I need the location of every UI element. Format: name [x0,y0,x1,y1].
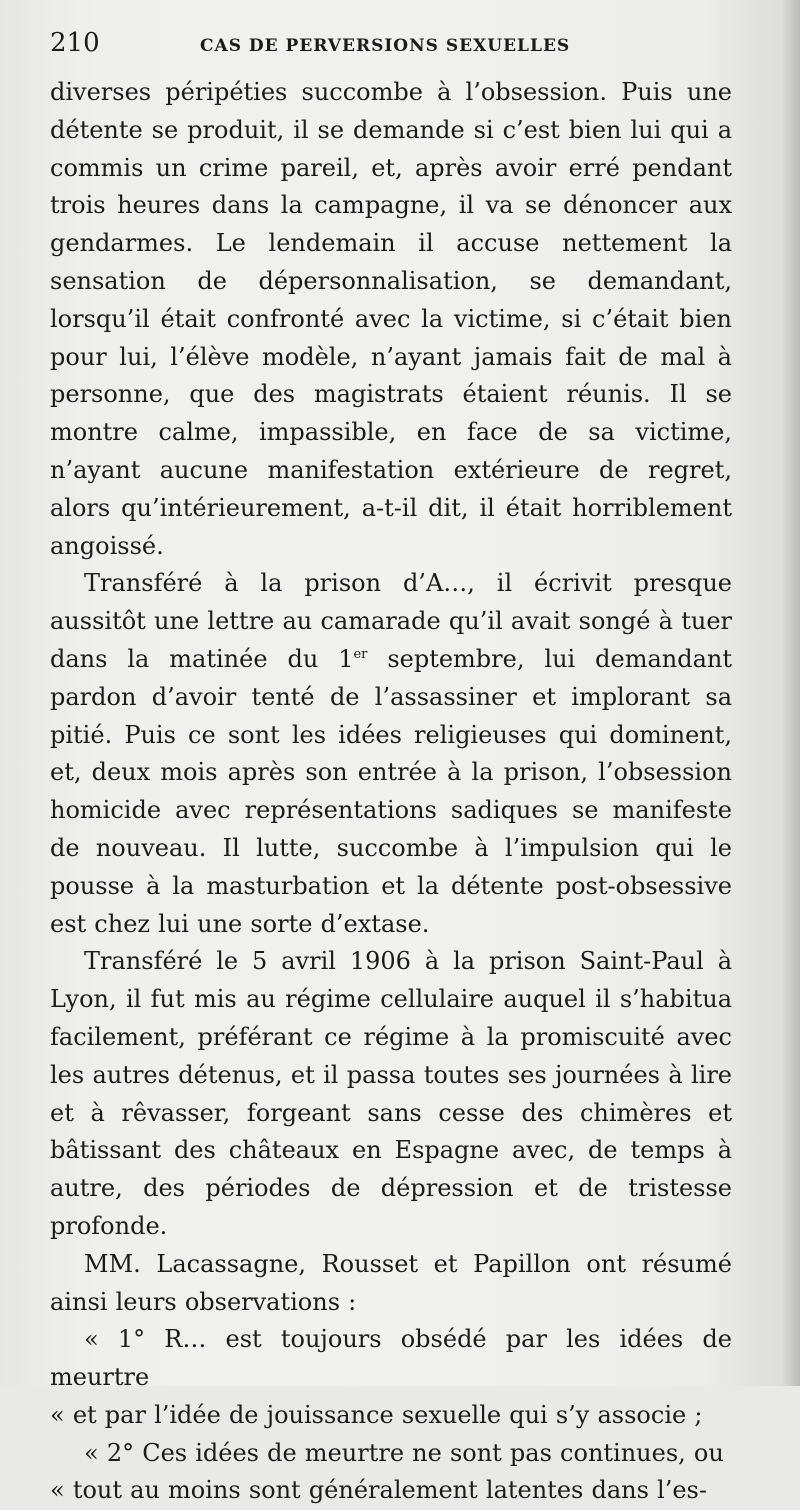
quote-line-1: « 1° R… est toujours obsédé par les idées de meurtre [50,1325,732,1392]
paragraph-1: diverses péripéties succombe à l’obsession. Puis une détente se produit, il se demande si c’est bien lui qui a commis un crime pareil, et, après avoir erré pendant trois heures dans la campagne, il va se dénoncer aux gendarmes. Le lendemain il accuse nettement la sensation de dépersonnalisation, se demandant, lorsqu’il était confronté avec la victime, si c’était bien pour lui, l’élève modèle, n’ayant jamais fait de mal à personne, que des magistrats étaient réunis. Il se montre calme, impassible, en face de sa victime, n’ayant aucune manifestation extérieure de regret, alors qu’intérieurement, a-t-il dit, il était horriblement angoissé. [50,78,732,560]
paragraph-2-text-after: septembre, lui demandant pardon d’avoir tenté de l’assassiner et implorant sa pitié. Puis ce sont les idées religieuses qui dominent, et, deux mois après son entrée à la prison, l’obsession homicide avec représentations sadiques se manifeste de nouveau. Il lutte, succombe à l’impulsion qui le pousse à la masturbation et la détente post-obsessive est chez lui une sorte d’extase. [50,644,732,938]
paragraph-2-text-before: Transféré à la prison d’A…, il écrivit presque aussitôt une lettre au camarade qu’il avait songé à tuer dans la matinée du 1 [50,569,732,673]
quote-line-3: « 2° Ces idées de meurtre ne sont pas continues, ou [84,1438,724,1467]
page-edge-shadow [782,0,800,1386]
quote-line-4: « tout au moins sont généralement latentes dans l’es- [50,1476,707,1505]
quote-line-2: « et par l’idée de jouissance sexuelle qui s’y associe ; [50,1400,703,1429]
running-title: CAS DE PERVERSIONS SEXUELLES [200,36,571,56]
body-text [50,74,732,1510]
page-number: 210 [50,28,100,58]
paragraph-3: Transféré le 5 avril 1906 à la prison Saint-Paul à Lyon, il fut mis au régime cellulaire auquel il s’habitua facilement, préférant ce régime à la promiscuité avec les autres détenus, et il passa toutes ses journées à lire et à rêvasser, forgeant sans cesse des chimères et bâtissant des châteaux en Espagne avec, de temps à autre, des périodes de dépression et de tristesse profonde. [50,947,732,1240]
paragraph-4: MM. Lacassagne, Rousset et Papillon ont résumé ainsi leurs observations : [50,1249,732,1316]
paragraph-2 [50,565,732,943]
page-header [50,28,732,74]
ordinal-superscript: er [353,646,368,662]
